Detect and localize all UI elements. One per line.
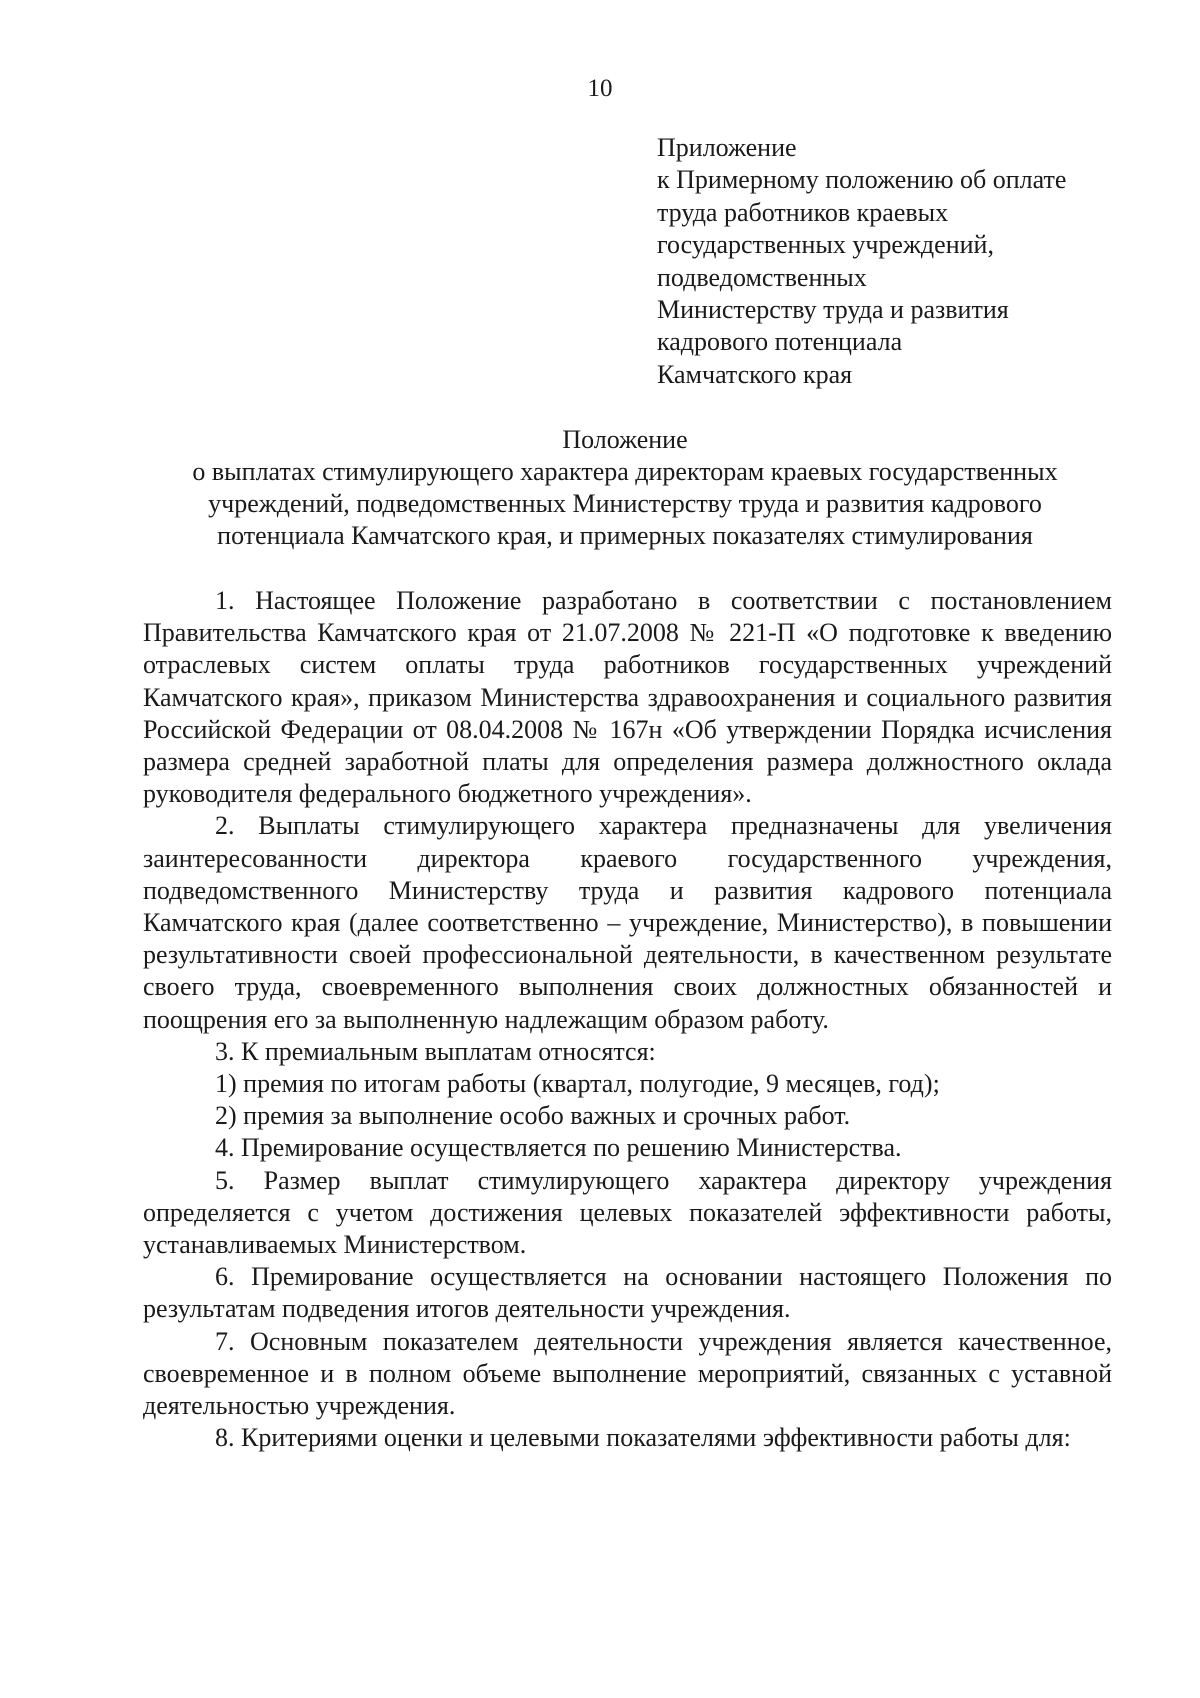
title-heading: Положение bbox=[562, 425, 688, 454]
paragraph-5: 5. Размер выплат стимулирующего характера директору учреждения определяется с учетом достижения целевых показателей эффективности работы, устанавливаемых Министерством. bbox=[143, 1165, 1112, 1260]
document-title bbox=[120, 424, 1130, 552]
paragraph-3-item-2: 2) премия за выполнение особо важных и срочных работ. bbox=[215, 1101, 851, 1131]
appendix-line: Министерству труда и развития bbox=[657, 295, 1009, 325]
page-number: 10 bbox=[587, 75, 613, 102]
paragraph-4: 4. Премирование осуществляется по решению Министерства. bbox=[215, 1133, 902, 1163]
appendix-line: труда работников краевых bbox=[657, 197, 949, 227]
paragraph-3-item-1: 1) премия по итогам работы (квартал, полугодие, 9 месяцев, год); bbox=[215, 1069, 940, 1099]
appendix-line: государственных учреждений, bbox=[657, 230, 994, 260]
paragraph-1: 1. Настоящее Положение разработано в соответствии с постановлением Правительства Камчатского края от 21.07.2008 № 221-П «О подготовке к введению отраслевых систем оплаты труда работников государственных учреждений Камчатского края», приказом Министерства здравоохранения и социального развития Российской Федерации от 08.04.2008 № 167н «Об утверждении Порядка исчисления размера средней заработной платы для определения размера должностного оклада руководителя федерального бюджетного учреждения». bbox=[143, 586, 1112, 809]
appendix-line: к Примерному положению об оплате bbox=[657, 165, 1067, 195]
title-line: о выплатах стимулирующего характера директорам краевых государственных bbox=[192, 457, 1058, 486]
appendix-line: подведомственных bbox=[657, 262, 867, 292]
paragraph-6: 6. Премирование осуществляется на основании настоящего Положения по результатам подведения итогов деятельности учреждения. bbox=[143, 1262, 1112, 1324]
paragraph-2: 2. Выплаты стимулирующего характера предназначены для увеличения заинтересованности директора краевого государственного учреждения, подведомственного Министерству труда и развития кадрового потенциала Камчатского края (далее соответственно – учреждение, Министерство), в повышении результативности своей профессиональной деятельности, в качественном результате своего труда, своевременного выполнения своих должностных обязанностей и поощрения его за выполненную надлежащим образом работу. bbox=[143, 811, 1112, 1034]
paragraph-7: 7. Основным показателем деятельности учреждения является качественное, своевременное и в полном объеме выполнение мероприятий, связанных с уставной деятельностью учреждения. bbox=[143, 1326, 1112, 1421]
appendix-line: Камчатского края bbox=[657, 359, 853, 389]
appendix-line: Приложение bbox=[657, 133, 797, 162]
paragraph-3: 3. К премиальным выплатам относятся: bbox=[215, 1036, 656, 1066]
title-line: потенциала Камчатского края, и примерных показателях стимулирования bbox=[217, 521, 1033, 550]
paragraph-8: 8. Критериями оценки и целевыми показателями эффективности работы для: bbox=[215, 1423, 1071, 1453]
appendix-line: кадрового потенциала bbox=[657, 327, 903, 357]
title-line: учреждений, подведомственных Министерству труда и развития кадрового bbox=[208, 489, 1042, 518]
document-body bbox=[143, 585, 1112, 1454]
appendix-header bbox=[657, 132, 1157, 391]
